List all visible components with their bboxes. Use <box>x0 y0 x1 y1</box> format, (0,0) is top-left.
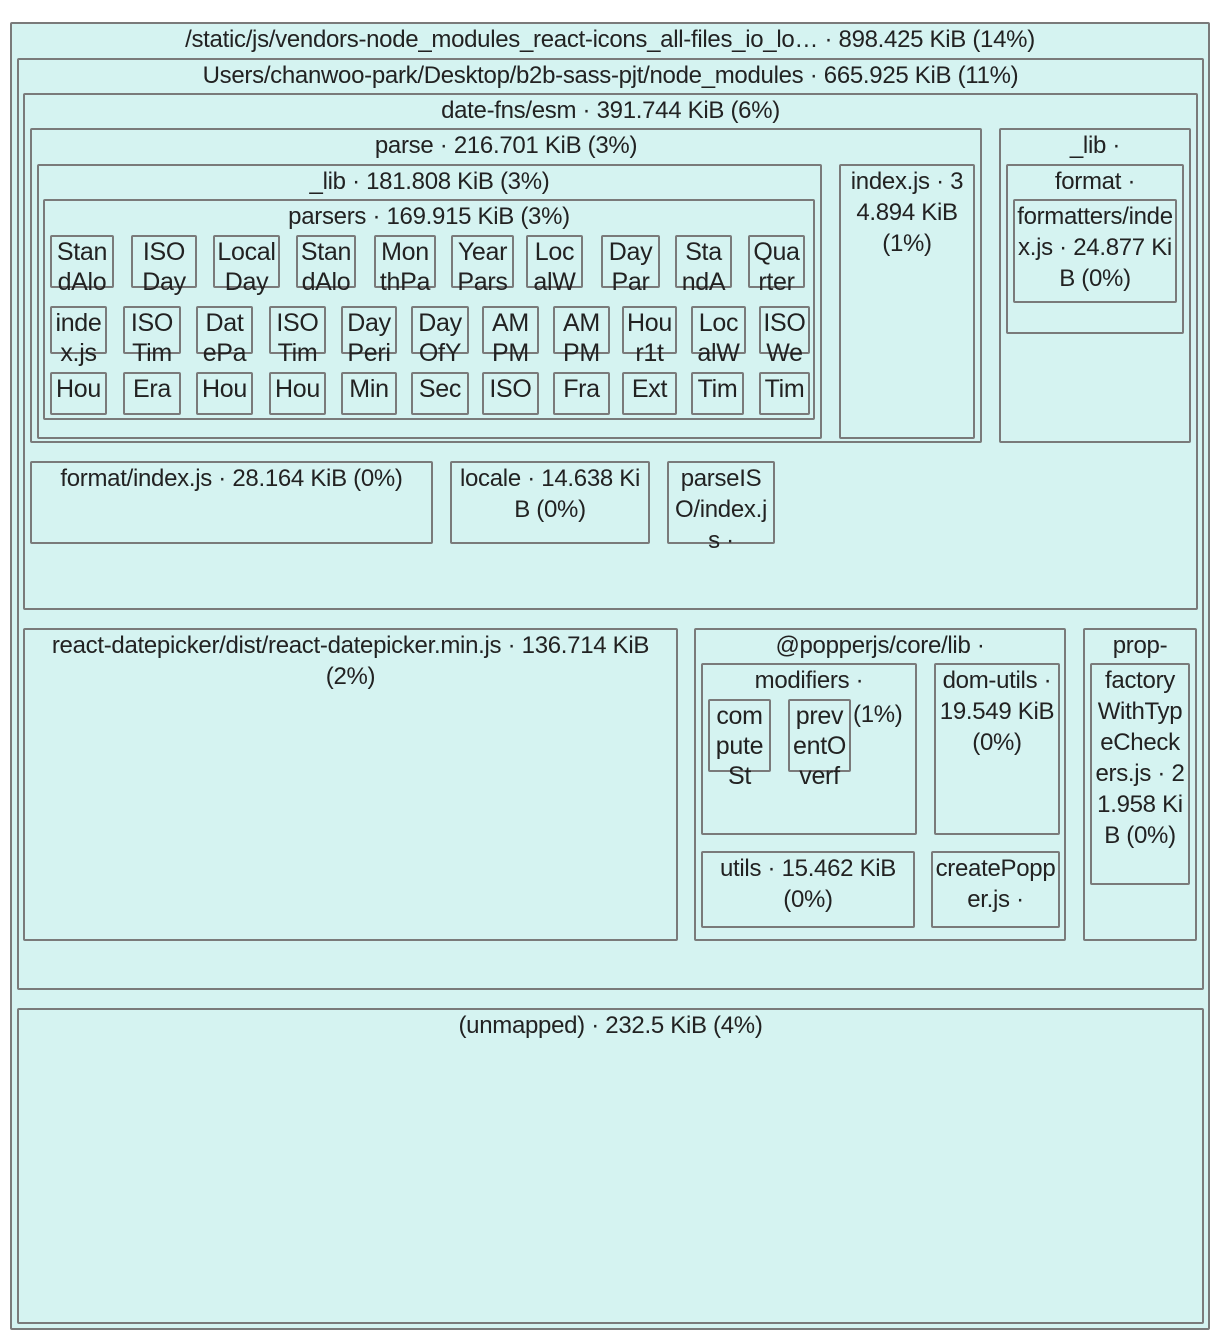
format-folder-label: format · <box>1054 168 1136 195</box>
parser-file[interactable] <box>50 372 107 415</box>
prop-types-label: prop- <box>1112 632 1168 659</box>
parser-file[interactable] <box>622 372 677 415</box>
parser-file-label: YearPars <box>457 238 508 296</box>
compute-styles[interactable] <box>708 699 771 790</box>
react-datepicker-label: react-datepicker/dist/react-datepicker.min.js · 136.714 KiB (2%) <box>51 632 650 690</box>
parser-file-label: DatePa <box>202 309 247 367</box>
parser-file[interactable] <box>411 372 469 415</box>
create-popper[interactable] <box>931 851 1060 928</box>
parser-file-label: DayOfY <box>418 309 462 367</box>
parser-file[interactable] <box>482 372 539 415</box>
compute-styles-label: computeSt <box>715 702 764 790</box>
parser-file-label: StandA <box>681 238 726 296</box>
node-modules-label: Users/chanwoo-park/Desktop/b2b-sass-pjt/node_modules · 665.925 KiB (11%) <box>202 62 1019 89</box>
parser-file[interactable] <box>296 235 356 296</box>
parser-file[interactable] <box>451 235 514 296</box>
parser-file-label: Min <box>349 375 389 403</box>
parser-file-label: index.js <box>55 309 102 367</box>
parser-file-label: MonthPa <box>379 238 431 296</box>
parser-file[interactable] <box>123 372 181 415</box>
parser-file[interactable] <box>601 235 660 296</box>
parser-file[interactable] <box>526 235 583 296</box>
parser-file[interactable] <box>50 306 107 367</box>
parser-file-label: AMPM <box>563 309 600 367</box>
locale-label: locale · 14.638 KiB (0%) <box>459 465 641 523</box>
lib-right-label: _lib · <box>1069 132 1121 159</box>
parser-file[interactable] <box>748 235 805 296</box>
parser-file-label: LocalDay <box>217 238 276 296</box>
format-index-js-label: format/index.js · 28.164 KiB (0%) <box>60 465 403 492</box>
utils-label: utils · 15.462 KiB (0%) <box>719 855 897 913</box>
parse-index-js[interactable] <box>839 164 975 439</box>
parser-file-label: ISOTim <box>276 309 319 367</box>
bundle-root-label: /static/js/vendors-node_modules_react-icons_all-files_io_lo… · 898.425 KiB (14%) <box>185 26 1035 53</box>
parse-index-js-label: index.js · 34.894 KiB (1%) <box>850 168 964 257</box>
unmapped[interactable] <box>17 1008 1204 1324</box>
utils[interactable] <box>701 851 915 928</box>
parser-file-label: Hour1t <box>627 309 672 367</box>
parser-file[interactable] <box>213 235 280 296</box>
parse-label: parse · 216.701 KiB (3%) <box>374 132 638 159</box>
parser-file-label: Quarter <box>753 238 800 296</box>
unmapped-label: (unmapped) · 232.5 KiB (4%) <box>458 1012 763 1039</box>
parser-file[interactable] <box>269 372 326 415</box>
parser-file[interactable] <box>482 306 539 367</box>
parser-file-label: Era <box>132 375 171 403</box>
parser-file-label: Fra <box>563 375 600 403</box>
parser-file[interactable] <box>622 306 677 367</box>
prevent-overflow-label: preventOverf <box>793 702 846 790</box>
factory-with-type-checkers[interactable] <box>1090 663 1190 885</box>
parser-file-label: Hou <box>275 375 320 403</box>
parser-file-label: LocalW <box>697 309 740 367</box>
parser-file[interactable] <box>759 372 810 415</box>
parser-file-label: DayPar <box>608 238 653 296</box>
parser-file-label: ISO <box>489 375 532 403</box>
parseiso-index[interactable] <box>667 461 775 554</box>
parser-file[interactable] <box>691 372 744 415</box>
parser-file[interactable] <box>269 306 326 367</box>
popperjs-core-lib-label: @popperjs/core/lib · <box>775 632 985 659</box>
parse-lib-label: _lib · 181.808 KiB (3%) <box>309 168 550 195</box>
parser-file-label: ISOTim <box>130 309 174 367</box>
react-datepicker[interactable] <box>23 628 678 941</box>
parser-file[interactable] <box>131 235 197 296</box>
create-popper-label: createPopper.js · <box>935 855 1056 913</box>
parser-file-label: Sec <box>418 375 462 403</box>
format-index-js[interactable] <box>30 461 433 544</box>
parser-file-label: Tim <box>697 375 738 403</box>
parser-file[interactable] <box>341 306 397 367</box>
parser-file-label: AMPM <box>492 309 529 367</box>
dom-utils-label: dom-utils · 19.549 KiB (0%) <box>939 667 1055 756</box>
parsers-label: parsers · 169.915 KiB (3%) <box>288 203 570 230</box>
parser-file[interactable] <box>759 306 810 367</box>
parseiso-index-label: parseISO/index.js · <box>674 465 767 554</box>
dom-utils[interactable] <box>934 663 1060 835</box>
parser-file-label: StandAlo <box>300 238 352 296</box>
parser-file[interactable] <box>411 306 469 367</box>
parser-file[interactable] <box>341 372 397 415</box>
parser-file-label: ISODay <box>142 238 186 296</box>
modifiers-label: modifiers · <box>754 667 864 694</box>
parser-file-label: Ext <box>631 375 668 403</box>
parser-file-label: Tim <box>764 375 805 403</box>
modifiers-percent: (1%) <box>853 701 903 728</box>
parser-file-label: ISOWe <box>763 309 806 367</box>
parser-file[interactable] <box>50 235 114 296</box>
parser-file[interactable] <box>553 306 610 367</box>
formatters-index[interactable] <box>1013 199 1177 303</box>
parser-file[interactable] <box>374 235 436 296</box>
parser-file-label: StandAlo <box>56 238 108 296</box>
date-fns-esm-label: date-fns/esm · 391.744 KiB (6%) <box>441 97 780 124</box>
parser-file-label: Hou <box>56 375 101 403</box>
parser-file[interactable] <box>691 306 746 367</box>
parser-file[interactable] <box>196 372 253 415</box>
parser-file-label: LocalW <box>533 238 576 296</box>
parser-file-label: Hou <box>202 375 247 403</box>
locale[interactable] <box>450 461 650 544</box>
parser-file[interactable] <box>123 306 181 367</box>
parser-file-label: DayPeri <box>347 309 391 367</box>
parser-file[interactable] <box>675 235 732 296</box>
prevent-overflow[interactable] <box>788 699 851 790</box>
formatters-index-label: formatters/index.js · 24.877 KiB (0%) <box>1017 203 1173 292</box>
factory-with-type-checkers-label: factoryWithTypeCheckers.js · 21.958 KiB (0%) <box>1095 667 1185 849</box>
parser-file[interactable] <box>553 372 610 415</box>
parser-file[interactable] <box>196 306 253 367</box>
